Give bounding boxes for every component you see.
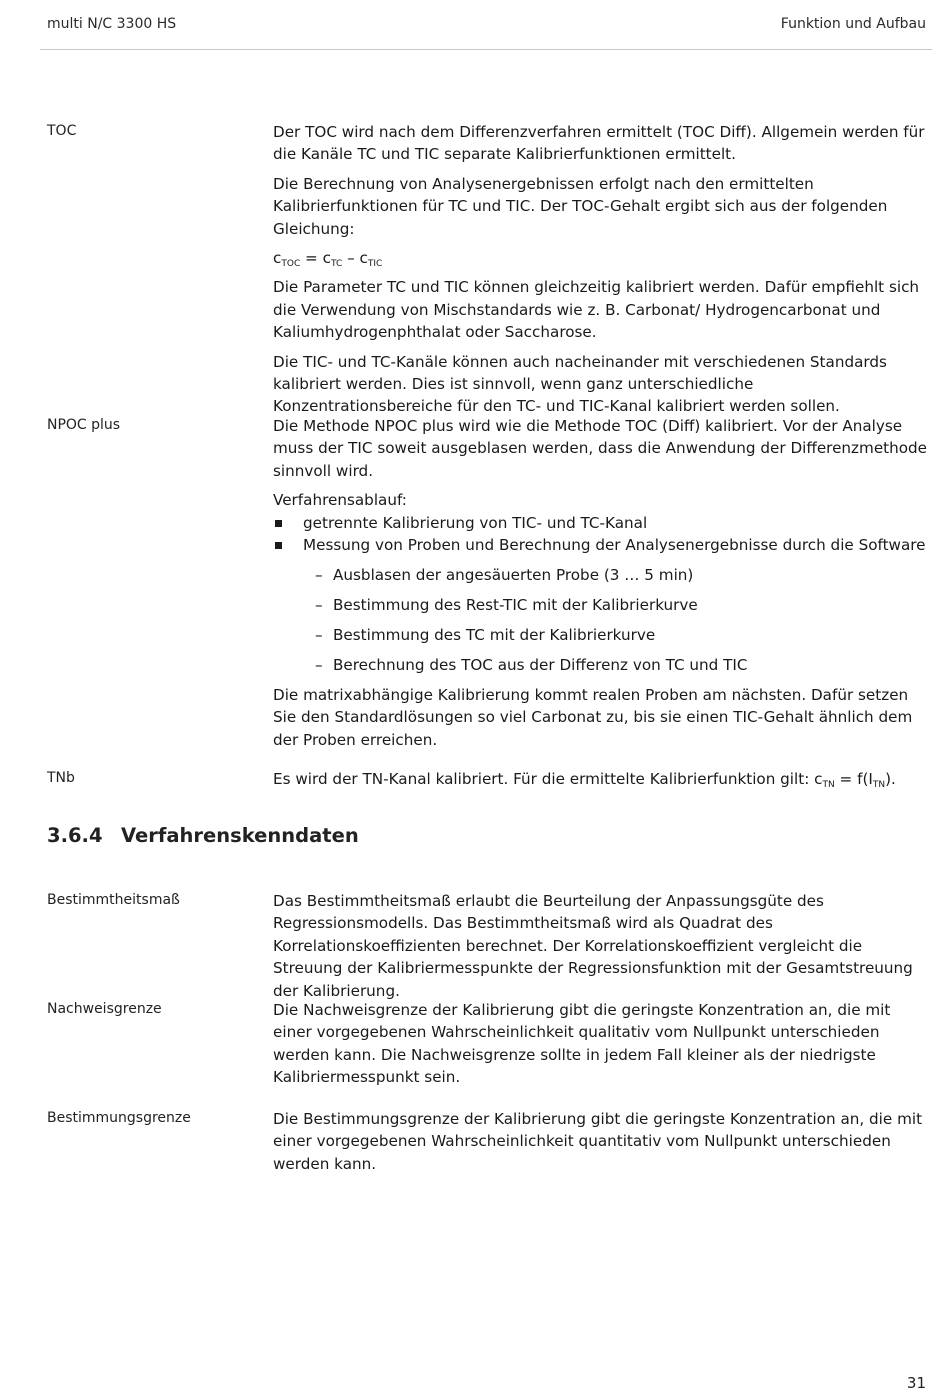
list-item: Messung von Proben und Berechnung der Analysenergebnisse durch die Software bbox=[273, 534, 928, 556]
header-doc-title: multi N/C 3300 HS bbox=[47, 16, 177, 32]
sub-list-item: – Berechnung des TOC aus der Differenz von TC und TIC bbox=[273, 654, 928, 676]
sub-list-item: – Bestimmung des Rest-TIC mit der Kalibrierkurve bbox=[273, 594, 928, 616]
definition-label: Bestimmungsgrenze bbox=[47, 1110, 191, 1126]
definition-text: Das Bestimmtheitsmaß erlaubt die Beurteilung der Anpassungsgüte des Regressionsmodells. Das Bestimmtheitsmaß wird als Quadrat des Korrelationskoeffizienten berechnet. Der Korrelationskoeffizient vergleicht die Streuung der Kalibriermesspunkte der Regressionsfunktion mit der Gesamtstreuung der Kalibrierung. bbox=[273, 892, 913, 1000]
tnb-text: Es wird der TN-Kanal kalibriert. Für die ermittelte Kalibrierfunktion gilt: $c_{TN} = f(I_{TN})$. bbox=[273, 770, 896, 790]
definition-label: Nachweisgrenze bbox=[47, 1001, 162, 1017]
definition-text: Die Nachweisgrenze der Kalibrierung gibt die geringste Konzentration an, die mit einer vorgegebenen Wahrscheinlichkeit qualitativ vom Nullpunkt unterschieden werden kann. Die Nachweisgrenze sollte in jedem Fall kleiner als der niedrigste Kalibriermesspunkt sein. bbox=[273, 1001, 891, 1087]
toc-paragraph-3: Die Parameter TC und TIC können gleichzeitig kalibriert werden. Dafür empfiehlt sich die Verwendung von Mischstandards wie z. B. Carbonat/ Hydrogencarbonat und Kaliumhydrogenphthalat oder Saccharose. bbox=[273, 278, 920, 342]
dash-marker: – bbox=[315, 566, 323, 585]
toc-paragraph-1: Der TOC wird nach dem Differenzverfahren ermittelt (TOC Diff). Allgemein werden für die Kanäle TC und TIC separate Kalibrierfunktionen ermittelt. bbox=[273, 123, 925, 164]
header-chapter-title: Funktion und Aufbau bbox=[780, 16, 926, 32]
bullet-square-icon bbox=[275, 520, 282, 527]
procedure-label: Verfahrensablauf: bbox=[273, 491, 407, 510]
npoc-label: NPOC plus bbox=[47, 417, 121, 433]
definition-text: Die Bestimmungsgrenze der Kalibrierung gibt die geringste Konzentration an, die mit einer vorgegebenen Wahrscheinlichkeit quantitativ vom Nullpunkt unterschieden werden kann. bbox=[273, 1110, 923, 1173]
dash-marker: – bbox=[315, 626, 323, 645]
section-number: 3.6.4 bbox=[47, 824, 103, 847]
definition-label: Bestimmtheitsmaß bbox=[47, 892, 180, 908]
list-item: getrennte Kalibrierung von TIC- und TC-Kanal bbox=[273, 512, 928, 534]
bullet-square-icon bbox=[275, 542, 282, 549]
section-heading bbox=[47, 824, 359, 847]
toc-label: TOC bbox=[47, 123, 77, 139]
section-title: Verfahrenskenndaten bbox=[121, 824, 359, 847]
npoc-paragraph-1: Die Methode NPOC plus wird wie die Methode TOC (Diff) kalibriert. Vor der Analyse muss der TIC soweit ausgeblasen werden, dass die Anwendung der Differenzmethode sinnvoll wird. bbox=[273, 417, 928, 480]
tnb-label: TNb bbox=[47, 770, 75, 786]
page-number: 31 bbox=[906, 1374, 926, 1392]
header-divider bbox=[40, 49, 932, 50]
dash-marker: – bbox=[315, 656, 323, 675]
sub-list-item: – Ausblasen der angesäuerten Probe (3 … 5 min) bbox=[273, 564, 928, 586]
sub-list-item: – Bestimmung des TC mit der Kalibrierkurve bbox=[273, 624, 928, 646]
npoc-text-block bbox=[273, 415, 928, 758]
toc-paragraph-4: Die TIC- und TC-Kanäle können auch nacheinander mit verschiedenen Standards kalibriert werden. Dies ist sinnvoll, wenn ganz unterschiedliche Konzentrationsbereiche für den TC- und TIC-Kanal kalibriert werden sollen. bbox=[273, 352, 887, 416]
toc-formula: $c_{TOC} = c_{TC} - c_{TIC}$ bbox=[273, 249, 383, 270]
toc-paragraph-2: Die Berechnung von Analysenergebnissen erfolgt nach den ermittelten Kalibrierfunktionen für TC und TIC. Der TOC-Gehalt ergibt sich aus der folgenden Gleichung: bbox=[273, 174, 888, 238]
toc-text-block bbox=[273, 121, 928, 425]
dash-marker: – bbox=[315, 596, 323, 615]
npoc-paragraph-2: Die matrixabhängige Kalibrierung kommt realen Proben am nächsten. Dafür setzen Sie den Standardlösungen so viel Carbonat zu, bis sie einen TIC-Gehalt ähnlich dem der Proben erreichen. bbox=[273, 686, 913, 749]
